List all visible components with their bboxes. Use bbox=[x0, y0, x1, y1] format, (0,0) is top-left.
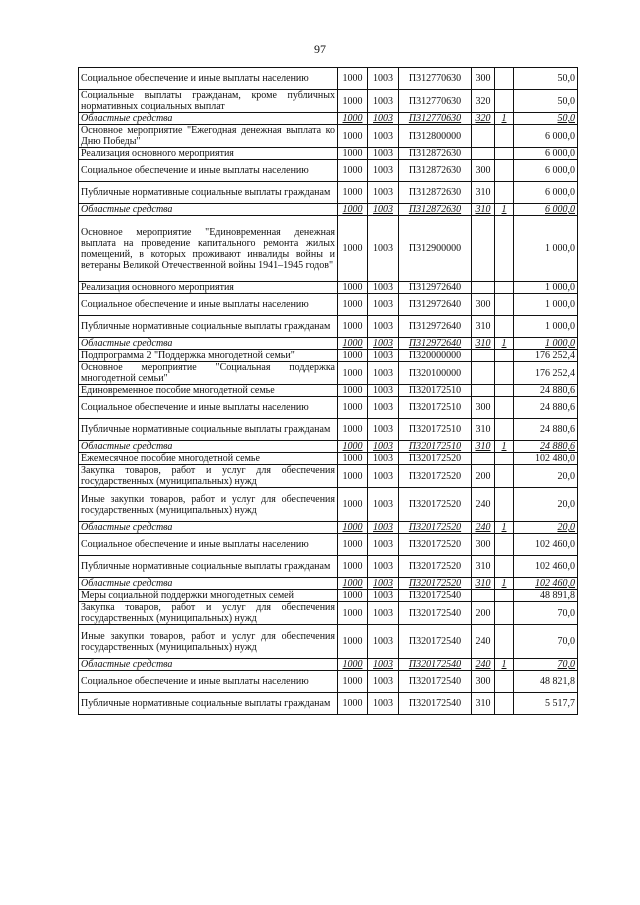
amount: 1 000,0 bbox=[514, 216, 578, 282]
table-row bbox=[79, 419, 578, 441]
subsection-code: 1003 bbox=[368, 350, 399, 362]
table-row bbox=[79, 488, 578, 522]
row-item-name: Областные средства bbox=[79, 113, 338, 125]
table-row bbox=[79, 282, 578, 294]
subsection-code: 1003 bbox=[368, 216, 399, 282]
amount: 70,0 bbox=[514, 625, 578, 659]
subsection-code: 1003 bbox=[368, 578, 399, 590]
target-article-code: П320172520 bbox=[399, 522, 472, 534]
subsection-code: 1003 bbox=[368, 602, 399, 625]
row-item-name: Иные закупки товаров, работ и услуг для обеспечения государственных (муниципальных) нужд bbox=[79, 625, 338, 659]
amount: 20,0 bbox=[514, 522, 578, 534]
subsection-code: 1003 bbox=[368, 68, 399, 90]
expense-type-code: 310 bbox=[472, 556, 495, 578]
target-article-code: П320172520 bbox=[399, 465, 472, 488]
table-row bbox=[79, 338, 578, 350]
row-item-name: Реализация основного мероприятия bbox=[79, 282, 338, 294]
amount: 6 000,0 bbox=[514, 125, 578, 148]
funding-source-code bbox=[495, 590, 514, 602]
table-row bbox=[79, 204, 578, 216]
table-row bbox=[79, 397, 578, 419]
target-article-code: П312872630 bbox=[399, 160, 472, 182]
section-code: 1000 bbox=[338, 385, 368, 397]
funding-source-code: 1 bbox=[495, 522, 514, 534]
funding-source-code bbox=[495, 693, 514, 715]
amount: 20,0 bbox=[514, 488, 578, 522]
table-row bbox=[79, 148, 578, 160]
table-row bbox=[79, 659, 578, 671]
subsection-code: 1003 bbox=[368, 397, 399, 419]
row-item-name: Областные средства bbox=[79, 441, 338, 453]
subsection-code: 1003 bbox=[368, 659, 399, 671]
section-code: 1000 bbox=[338, 556, 368, 578]
section-code: 1000 bbox=[338, 590, 368, 602]
target-article-code: П320172540 bbox=[399, 693, 472, 715]
section-code: 1000 bbox=[338, 671, 368, 693]
expense-type-code bbox=[472, 362, 495, 385]
funding-source-code bbox=[495, 216, 514, 282]
section-code: 1000 bbox=[338, 659, 368, 671]
section-code: 1000 bbox=[338, 68, 368, 90]
subsection-code: 1003 bbox=[368, 113, 399, 125]
target-article-code: П320172520 bbox=[399, 488, 472, 522]
funding-source-code bbox=[495, 160, 514, 182]
expense-type-code: 310 bbox=[472, 338, 495, 350]
section-code: 1000 bbox=[338, 338, 368, 350]
amount: 20,0 bbox=[514, 465, 578, 488]
funding-source-code: 1 bbox=[495, 441, 514, 453]
section-code: 1000 bbox=[338, 362, 368, 385]
expense-type-code: 300 bbox=[472, 397, 495, 419]
funding-source-code bbox=[495, 362, 514, 385]
funding-source-code: 1 bbox=[495, 659, 514, 671]
target-article-code: П320172520 bbox=[399, 453, 472, 465]
row-item-name: Закупка товаров, работ и услуг для обеспечения государственных (муниципальных) нужд bbox=[79, 602, 338, 625]
funding-source-code bbox=[495, 294, 514, 316]
expense-type-code bbox=[472, 350, 495, 362]
subsection-code: 1003 bbox=[368, 385, 399, 397]
target-article-code: П320172540 bbox=[399, 671, 472, 693]
target-article-code: П320172510 bbox=[399, 441, 472, 453]
subsection-code: 1003 bbox=[368, 316, 399, 338]
budget-table-container bbox=[78, 67, 578, 715]
row-item-name: Основное мероприятие "Социальная поддержка многодетной семьи" bbox=[79, 362, 338, 385]
row-item-name: Социальное обеспечение и иные выплаты населению bbox=[79, 160, 338, 182]
target-article-code: П312872630 bbox=[399, 204, 472, 216]
table-row bbox=[79, 362, 578, 385]
expense-type-code: 300 bbox=[472, 671, 495, 693]
amount: 50,0 bbox=[514, 68, 578, 90]
target-article-code: П312972640 bbox=[399, 338, 472, 350]
amount: 1 000,0 bbox=[514, 316, 578, 338]
target-article-code: П320172520 bbox=[399, 556, 472, 578]
expense-type-code bbox=[472, 216, 495, 282]
row-item-name: Областные средства bbox=[79, 338, 338, 350]
subsection-code: 1003 bbox=[368, 294, 399, 316]
table-row bbox=[79, 182, 578, 204]
row-item-name: Меры социальной поддержки многодетных семей bbox=[79, 590, 338, 602]
section-code: 1000 bbox=[338, 125, 368, 148]
subsection-code: 1003 bbox=[368, 590, 399, 602]
table-row bbox=[79, 216, 578, 282]
table-row bbox=[79, 693, 578, 715]
subsection-code: 1003 bbox=[368, 90, 399, 113]
amount: 102 460,0 bbox=[514, 578, 578, 590]
budget-table-body bbox=[79, 68, 578, 715]
table-row bbox=[79, 441, 578, 453]
target-article-code: П312872630 bbox=[399, 148, 472, 160]
section-code: 1000 bbox=[338, 578, 368, 590]
target-article-code: П320172510 bbox=[399, 419, 472, 441]
expense-type-code: 310 bbox=[472, 693, 495, 715]
target-article-code: П320100000 bbox=[399, 362, 472, 385]
section-code: 1000 bbox=[338, 419, 368, 441]
target-article-code: П320172540 bbox=[399, 602, 472, 625]
table-row bbox=[79, 578, 578, 590]
row-item-name: Иные закупки товаров, работ и услуг для обеспечения государственных (муниципальных) нужд bbox=[79, 488, 338, 522]
row-item-name: Социальное обеспечение и иные выплаты населению bbox=[79, 671, 338, 693]
target-article-code: П320172540 bbox=[399, 625, 472, 659]
target-article-code: П320172520 bbox=[399, 534, 472, 556]
subsection-code: 1003 bbox=[368, 182, 399, 204]
expense-type-code: 300 bbox=[472, 160, 495, 182]
row-item-name: Публичные нормативные социальные выплаты гражданам bbox=[79, 556, 338, 578]
table-row bbox=[79, 453, 578, 465]
funding-source-code bbox=[495, 350, 514, 362]
target-article-code: П312800000 bbox=[399, 125, 472, 148]
amount: 70,0 bbox=[514, 659, 578, 671]
section-code: 1000 bbox=[338, 160, 368, 182]
row-item-name: Областные средства bbox=[79, 578, 338, 590]
row-item-name: Областные средства bbox=[79, 204, 338, 216]
expense-type-code bbox=[472, 282, 495, 294]
row-item-name: Закупка товаров, работ и услуг для обеспечения государственных (муниципальных) нужд bbox=[79, 465, 338, 488]
subsection-code: 1003 bbox=[368, 693, 399, 715]
target-article-code: П312972640 bbox=[399, 282, 472, 294]
table-row bbox=[79, 671, 578, 693]
subsection-code: 1003 bbox=[368, 338, 399, 350]
amount: 48 891,8 bbox=[514, 590, 578, 602]
expense-type-code bbox=[472, 148, 495, 160]
subsection-code: 1003 bbox=[368, 625, 399, 659]
amount: 24 880,6 bbox=[514, 385, 578, 397]
expense-type-code: 320 bbox=[472, 90, 495, 113]
funding-source-code bbox=[495, 397, 514, 419]
row-item-name: Публичные нормативные социальные выплаты гражданам bbox=[79, 182, 338, 204]
subsection-code: 1003 bbox=[368, 488, 399, 522]
target-article-code: П320172540 bbox=[399, 590, 472, 602]
funding-source-code bbox=[495, 556, 514, 578]
expense-type-code bbox=[472, 125, 495, 148]
subsection-code: 1003 bbox=[368, 522, 399, 534]
subsection-code: 1003 bbox=[368, 148, 399, 160]
funding-source-code bbox=[495, 534, 514, 556]
section-code: 1000 bbox=[338, 522, 368, 534]
row-item-name: Публичные нормативные социальные выплаты гражданам bbox=[79, 419, 338, 441]
row-item-name: Социальное обеспечение и иные выплаты населению bbox=[79, 294, 338, 316]
table-row bbox=[79, 113, 578, 125]
table-row bbox=[79, 522, 578, 534]
subsection-code: 1003 bbox=[368, 125, 399, 148]
funding-source-code bbox=[495, 182, 514, 204]
funding-source-code: 1 bbox=[495, 338, 514, 350]
expense-type-code: 310 bbox=[472, 316, 495, 338]
subsection-code: 1003 bbox=[368, 534, 399, 556]
funding-source-code bbox=[495, 316, 514, 338]
subsection-code: 1003 bbox=[368, 282, 399, 294]
expense-type-code bbox=[472, 453, 495, 465]
expense-type-code: 310 bbox=[472, 204, 495, 216]
row-item-name: Основное мероприятие "Ежегодная денежная выплата ко Дню Победы" bbox=[79, 125, 338, 148]
section-code: 1000 bbox=[338, 534, 368, 556]
row-item-name: Социальные выплаты гражданам, кроме публичных нормативных социальных выплат bbox=[79, 90, 338, 113]
section-code: 1000 bbox=[338, 282, 368, 294]
expense-type-code: 240 bbox=[472, 659, 495, 671]
section-code: 1000 bbox=[338, 602, 368, 625]
subsection-code: 1003 bbox=[368, 160, 399, 182]
expense-type-code: 300 bbox=[472, 68, 495, 90]
row-item-name: Областные средства bbox=[79, 659, 338, 671]
table-row bbox=[79, 625, 578, 659]
section-code: 1000 bbox=[338, 397, 368, 419]
amount: 50,0 bbox=[514, 113, 578, 125]
row-item-name: Основное мероприятие "Единовременная денежная выплата на проведение капитального ремонта жилых помещений, в которых проживают инвалиды войны и ветераны Великой Отечественной войны 1941–1945 годов" bbox=[79, 216, 338, 282]
row-item-name: Социальное обеспечение и иные выплаты населению bbox=[79, 68, 338, 90]
table-row bbox=[79, 160, 578, 182]
funding-source-code bbox=[495, 148, 514, 160]
target-article-code: П312900000 bbox=[399, 216, 472, 282]
amount: 1 000,0 bbox=[514, 338, 578, 350]
funding-source-code bbox=[495, 125, 514, 148]
expense-type-code: 310 bbox=[472, 578, 495, 590]
section-code: 1000 bbox=[338, 113, 368, 125]
amount: 176 252,4 bbox=[514, 350, 578, 362]
funding-source-code bbox=[495, 453, 514, 465]
target-article-code: П320172510 bbox=[399, 385, 472, 397]
row-item-name: Социальное обеспечение и иные выплаты населению bbox=[79, 534, 338, 556]
section-code: 1000 bbox=[338, 350, 368, 362]
expense-type-code: 240 bbox=[472, 522, 495, 534]
target-article-code: П320172520 bbox=[399, 578, 472, 590]
amount: 5 517,7 bbox=[514, 693, 578, 715]
funding-source-code: 1 bbox=[495, 113, 514, 125]
expense-type-code: 310 bbox=[472, 441, 495, 453]
page-number: 97 bbox=[314, 42, 326, 56]
expense-type-code: 240 bbox=[472, 488, 495, 522]
table-row bbox=[79, 350, 578, 362]
amount: 102 480,0 bbox=[514, 453, 578, 465]
table-row bbox=[79, 556, 578, 578]
row-item-name: Реализация основного мероприятия bbox=[79, 148, 338, 160]
target-article-code: П312770630 bbox=[399, 68, 472, 90]
expense-type-code: 310 bbox=[472, 182, 495, 204]
expense-type-code: 200 bbox=[472, 602, 495, 625]
target-article-code: П320000000 bbox=[399, 350, 472, 362]
expense-type-code: 200 bbox=[472, 465, 495, 488]
amount: 24 880,6 bbox=[514, 397, 578, 419]
target-article-code: П320172510 bbox=[399, 397, 472, 419]
row-item-name: Областные средства bbox=[79, 522, 338, 534]
table-row bbox=[79, 534, 578, 556]
section-code: 1000 bbox=[338, 465, 368, 488]
table-row bbox=[79, 465, 578, 488]
amount: 70,0 bbox=[514, 602, 578, 625]
section-code: 1000 bbox=[338, 316, 368, 338]
amount: 6 000,0 bbox=[514, 160, 578, 182]
section-code: 1000 bbox=[338, 204, 368, 216]
expense-type-code: 320 bbox=[472, 113, 495, 125]
row-item-name: Ежемесячное пособие многодетной семье bbox=[79, 453, 338, 465]
table-row bbox=[79, 90, 578, 113]
amount: 24 880,6 bbox=[514, 441, 578, 453]
table-row bbox=[79, 125, 578, 148]
row-item-name: Публичные нормативные социальные выплаты гражданам bbox=[79, 693, 338, 715]
funding-source-code bbox=[495, 419, 514, 441]
row-item-name: Подпрограмма 2 "Поддержка многодетной семьи" bbox=[79, 350, 338, 362]
amount: 6 000,0 bbox=[514, 182, 578, 204]
row-item-name: Социальное обеспечение и иные выплаты населению bbox=[79, 397, 338, 419]
table-row bbox=[79, 68, 578, 90]
amount: 6 000,0 bbox=[514, 148, 578, 160]
row-item-name: Публичные нормативные социальные выплаты гражданам bbox=[79, 316, 338, 338]
section-code: 1000 bbox=[338, 453, 368, 465]
subsection-code: 1003 bbox=[368, 362, 399, 385]
subsection-code: 1003 bbox=[368, 441, 399, 453]
section-code: 1000 bbox=[338, 488, 368, 522]
subsection-code: 1003 bbox=[368, 671, 399, 693]
section-code: 1000 bbox=[338, 216, 368, 282]
section-code: 1000 bbox=[338, 182, 368, 204]
row-item-name: Единовременное пособие многодетной семье bbox=[79, 385, 338, 397]
funding-source-code: 1 bbox=[495, 204, 514, 216]
section-code: 1000 bbox=[338, 625, 368, 659]
expense-type-code: 300 bbox=[472, 294, 495, 316]
funding-source-code bbox=[495, 602, 514, 625]
subsection-code: 1003 bbox=[368, 465, 399, 488]
subsection-code: 1003 bbox=[368, 419, 399, 441]
subsection-code: 1003 bbox=[368, 556, 399, 578]
funding-source-code bbox=[495, 465, 514, 488]
funding-source-code bbox=[495, 90, 514, 113]
target-article-code: П320172540 bbox=[399, 659, 472, 671]
amount: 50,0 bbox=[514, 90, 578, 113]
amount: 102 460,0 bbox=[514, 556, 578, 578]
funding-source-code bbox=[495, 625, 514, 659]
table-row bbox=[79, 316, 578, 338]
amount: 102 460,0 bbox=[514, 534, 578, 556]
target-article-code: П312972640 bbox=[399, 316, 472, 338]
expense-type-code: 300 bbox=[472, 534, 495, 556]
section-code: 1000 bbox=[338, 441, 368, 453]
expense-type-code: 310 bbox=[472, 419, 495, 441]
table-row bbox=[79, 294, 578, 316]
target-article-code: П312872630 bbox=[399, 182, 472, 204]
amount: 48 821,8 bbox=[514, 671, 578, 693]
funding-source-code bbox=[495, 488, 514, 522]
funding-source-code bbox=[495, 68, 514, 90]
section-code: 1000 bbox=[338, 148, 368, 160]
subsection-code: 1003 bbox=[368, 453, 399, 465]
amount: 24 880,6 bbox=[514, 419, 578, 441]
amount: 1 000,0 bbox=[514, 294, 578, 316]
target-article-code: П312770630 bbox=[399, 113, 472, 125]
table-row bbox=[79, 590, 578, 602]
subsection-code: 1003 bbox=[368, 204, 399, 216]
funding-source-code bbox=[495, 385, 514, 397]
funding-source-code bbox=[495, 282, 514, 294]
section-code: 1000 bbox=[338, 693, 368, 715]
table-row bbox=[79, 385, 578, 397]
target-article-code: П312972640 bbox=[399, 294, 472, 316]
section-code: 1000 bbox=[338, 294, 368, 316]
budget-table bbox=[78, 67, 578, 715]
target-article-code: П312770630 bbox=[399, 90, 472, 113]
funding-source-code bbox=[495, 671, 514, 693]
expense-type-code: 240 bbox=[472, 625, 495, 659]
expense-type-code bbox=[472, 385, 495, 397]
section-code: 1000 bbox=[338, 90, 368, 113]
amount: 1 000,0 bbox=[514, 282, 578, 294]
expense-type-code bbox=[472, 590, 495, 602]
funding-source-code: 1 bbox=[495, 578, 514, 590]
amount: 6 000,0 bbox=[514, 204, 578, 216]
table-row bbox=[79, 602, 578, 625]
amount: 176 252,4 bbox=[514, 362, 578, 385]
